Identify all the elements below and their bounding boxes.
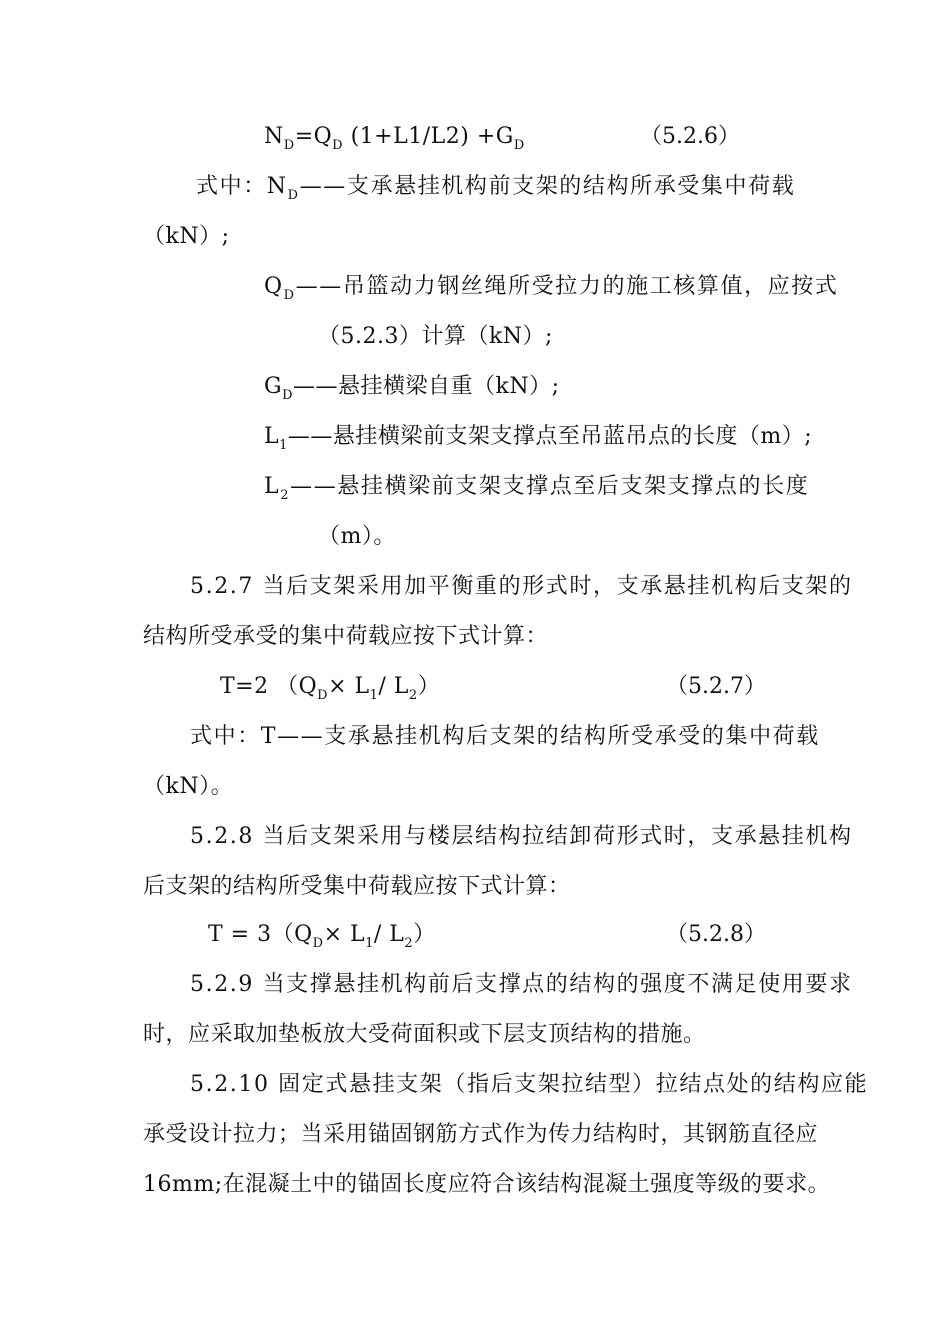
equation-text: × L: [323, 922, 366, 947]
symbol-n: N: [264, 124, 284, 149]
definition-nd: [196, 172, 795, 202]
equation-text: ）: [417, 674, 441, 699]
subscript: 2: [408, 688, 418, 703]
equation-5-2-6: [264, 122, 525, 152]
definition-lead: 式中：N: [196, 174, 288, 199]
equation-5-2-7: [220, 672, 440, 702]
subscript: 2: [280, 488, 291, 503]
definition-nd-cont: （kN）;: [143, 224, 230, 249]
definition-text: ——支承悬挂机构前支架的结构所承受集中荷载: [299, 174, 796, 199]
definition-t-line1: 式中：T——支承悬挂机构后支架的结构所受承受的集中荷载: [190, 724, 820, 749]
equation-text: =Q: [294, 124, 333, 149]
definition-text: ——悬挂横梁自重（kN）;: [293, 374, 560, 399]
equation-text: / L: [378, 674, 409, 699]
equation-text: T = 3（Q: [208, 922, 313, 947]
equation-text: ）: [413, 922, 436, 947]
equation-text: / L: [373, 922, 405, 947]
clause-5-2-10-line1: 5.2.10 固定式悬挂支架（指后支架拉结型）拉结点处的结构应能: [190, 1072, 869, 1097]
definition-t-line2: （kN）。: [143, 774, 234, 799]
symbol-l: L: [264, 474, 281, 499]
equation-5-2-8: [208, 920, 436, 950]
symbol-g: G: [264, 374, 283, 399]
definition-text: ——吊篮动力钢丝绳所受拉力的施工核算值，应按式: [295, 274, 839, 299]
subscript: D: [312, 936, 324, 951]
subscript: D: [332, 138, 344, 153]
subscript: D: [317, 688, 329, 703]
subscript: 1: [369, 688, 379, 703]
symbol-l: L: [264, 424, 280, 449]
clause-5-2-9-line1: 5.2.9 当支撑悬挂机构前后支撑点的结构的强度不满足使用要求: [190, 972, 853, 997]
subscript: 1: [365, 936, 374, 951]
definition-text: ——悬挂横梁前支架支撑点至后支架支撑点的长度: [290, 474, 810, 499]
definition-text: ——悬挂横梁前支架支撑点至吊蓝吊点的长度（m）;: [287, 424, 813, 449]
clause-5-2-7-line1: 5.2.7 当后支架采用加平衡重的形式时，支承悬挂机构后支架的: [190, 574, 853, 599]
subscript: D: [282, 388, 294, 403]
equation-number-5-2-7: （5.2.7）: [666, 674, 766, 699]
subscript: 2: [404, 936, 414, 951]
clause-5-2-9-line2: 时，应采取加垫板放大受荷面积或下层支顶结构的措施。: [143, 1022, 706, 1047]
symbol-q: Q: [264, 274, 284, 299]
clause-5-2-10-line3: 16mm;在混凝土中的锚固长度应符合该结构混凝土强度等级的要求。: [143, 1172, 831, 1197]
equation-number-5-2-6: （5.2.6）: [640, 124, 740, 149]
subscript: D: [513, 138, 525, 153]
clause-5-2-8-line2: 后支架的结构所受集中荷载应按下式计算：: [143, 874, 571, 899]
definition-gd: [264, 372, 560, 402]
equation-text: T=2 （Q: [220, 674, 318, 699]
definition-l1: [264, 422, 812, 452]
subscript: 1: [279, 438, 288, 453]
definition-qd-cont: （5.2.3）计算（kN）;: [318, 324, 553, 349]
equation-number-5-2-8: （5.2.8）: [666, 922, 766, 947]
definition-l2-cont: （m）。: [318, 524, 396, 549]
definition-qd: [264, 272, 838, 302]
clause-5-2-7-line2: 结构所受承受的集中荷载应按下式计算：: [143, 624, 549, 649]
equation-text: (1+L1/L2) +G: [343, 124, 514, 149]
subscript: D: [283, 138, 295, 153]
subscript: D: [287, 188, 300, 203]
equation-text: × L: [328, 674, 370, 699]
subscript: D: [283, 288, 296, 303]
definition-l2: [264, 472, 809, 502]
clause-5-2-8-line1: 5.2.8 当后支架采用与楼层结构拉结卸荷形式时，支承悬挂机构: [190, 824, 853, 849]
clause-5-2-10-line2: 承受设计拉力；当采用锚固钢筋方式作为传力结构时，其钢筋直径应: [143, 1122, 819, 1147]
